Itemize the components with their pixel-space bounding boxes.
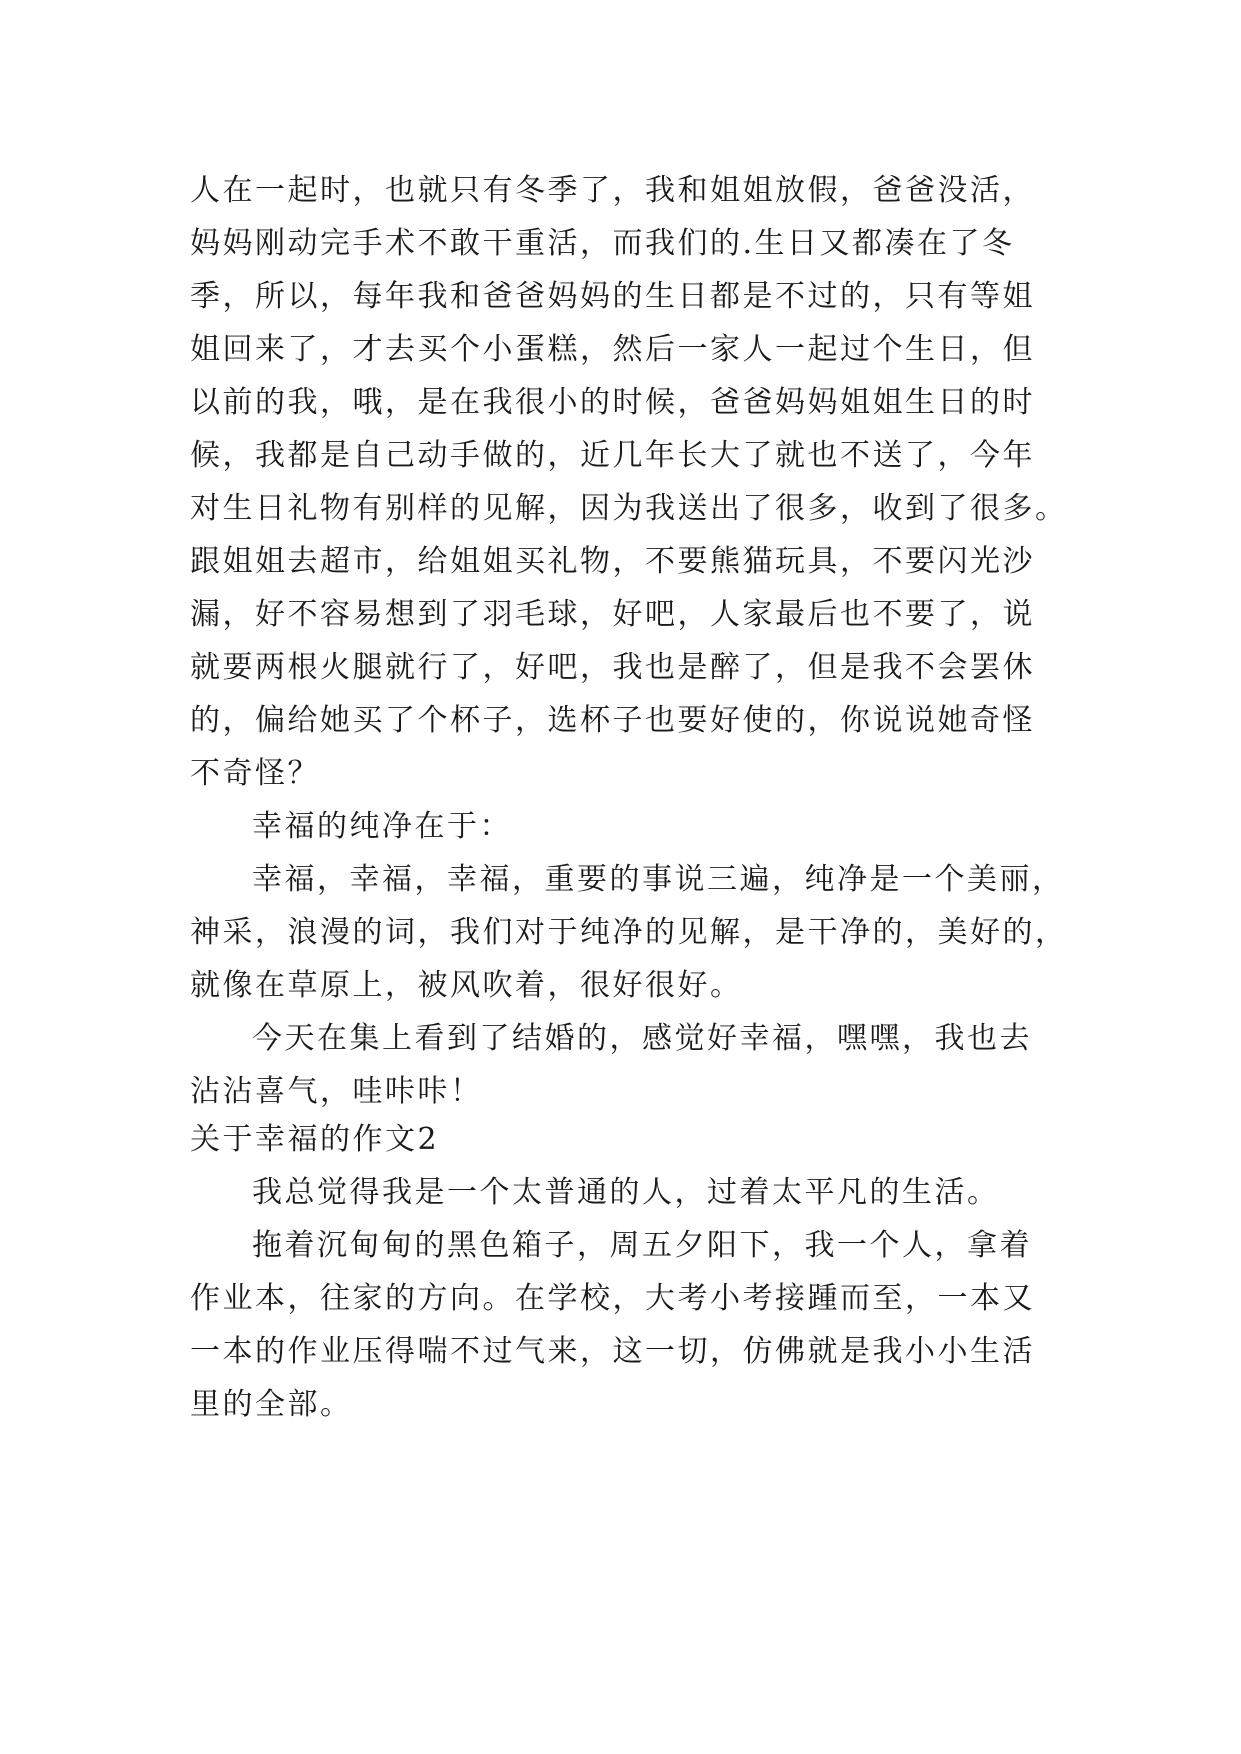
text-line: 作业本，往家的方向。在学校，大考小考接踵而至，一本又 — [190, 1281, 1035, 1316]
text-line: 幸福，幸福，幸福，重要的事说三遍，纯净是一个美丽， — [252, 862, 1065, 897]
text-line: 沾沾喜气，哇咔咔！ — [190, 1074, 483, 1109]
text-line: 神采，浪漫的词，我们对于纯净的见解，是干净的，美好的， — [190, 915, 1068, 950]
text-line: 季，所以，每年我和爸爸妈妈的生日都是不过的，只有等姐 — [190, 279, 1035, 314]
text-line: 我总觉得我是一个太普通的人，过着太平凡的生活。 — [252, 1175, 1000, 1210]
text-line: 候，我都是自己动手做的，近几年长大了就也不送了，今年 — [190, 438, 1035, 473]
text-line: 不奇怪？ — [190, 756, 320, 791]
text-line: 跟姐姐去超市，给姐姐买礼物，不要熊猫玩具，不要闪光沙 — [190, 544, 1035, 579]
text-line: 今天在集上看到了结婚的，感觉好幸福，嘿嘿，我也去 — [252, 1021, 1032, 1056]
text-line: 对生日礼物有别样的见解，因为我送出了很多，收到了很多。 — [190, 491, 1068, 526]
text-line: 幸福的纯净在于： — [252, 809, 512, 844]
text-line: 漏，好不容易想到了羽毛球，好吧，人家最后也不要了，说 — [190, 597, 1035, 632]
text-line: 妈妈刚动完手术不敢干重活，而我们的.生日又都凑在了冬 — [190, 226, 1015, 261]
text-line: 就像在草原上，被风吹着，很好很好。 — [190, 968, 743, 1003]
text-line: 姐回来了，才去买个小蛋糕，然后一家人一起过个生日，但 — [190, 332, 1035, 367]
text-line: 人在一起时，也就只有冬季了，我和姐姐放假，爸爸没活， — [190, 173, 1035, 208]
text-line: 里的全部。 — [190, 1387, 353, 1422]
text-line: 一本的作业压得喘不过气来，这一切，仿佛就是我小小生活 — [190, 1334, 1035, 1369]
text-line: 以前的我，哦，是在我很小的时候，爸爸妈妈姐姐生日的时 — [190, 385, 1035, 420]
text-line: 就要两根火腿就行了，好吧，我也是醉了，但是我不会罢休 — [190, 650, 1035, 685]
section-heading: 关于幸福的作文2 — [190, 1122, 440, 1157]
text-line: 的，偏给她买了个杯子，选杯子也要好使的，你说说她奇怪 — [190, 703, 1035, 738]
text-line: 拖着沉甸甸的黑色箱子，周五夕阳下，我一个人，拿着 — [252, 1228, 1032, 1263]
